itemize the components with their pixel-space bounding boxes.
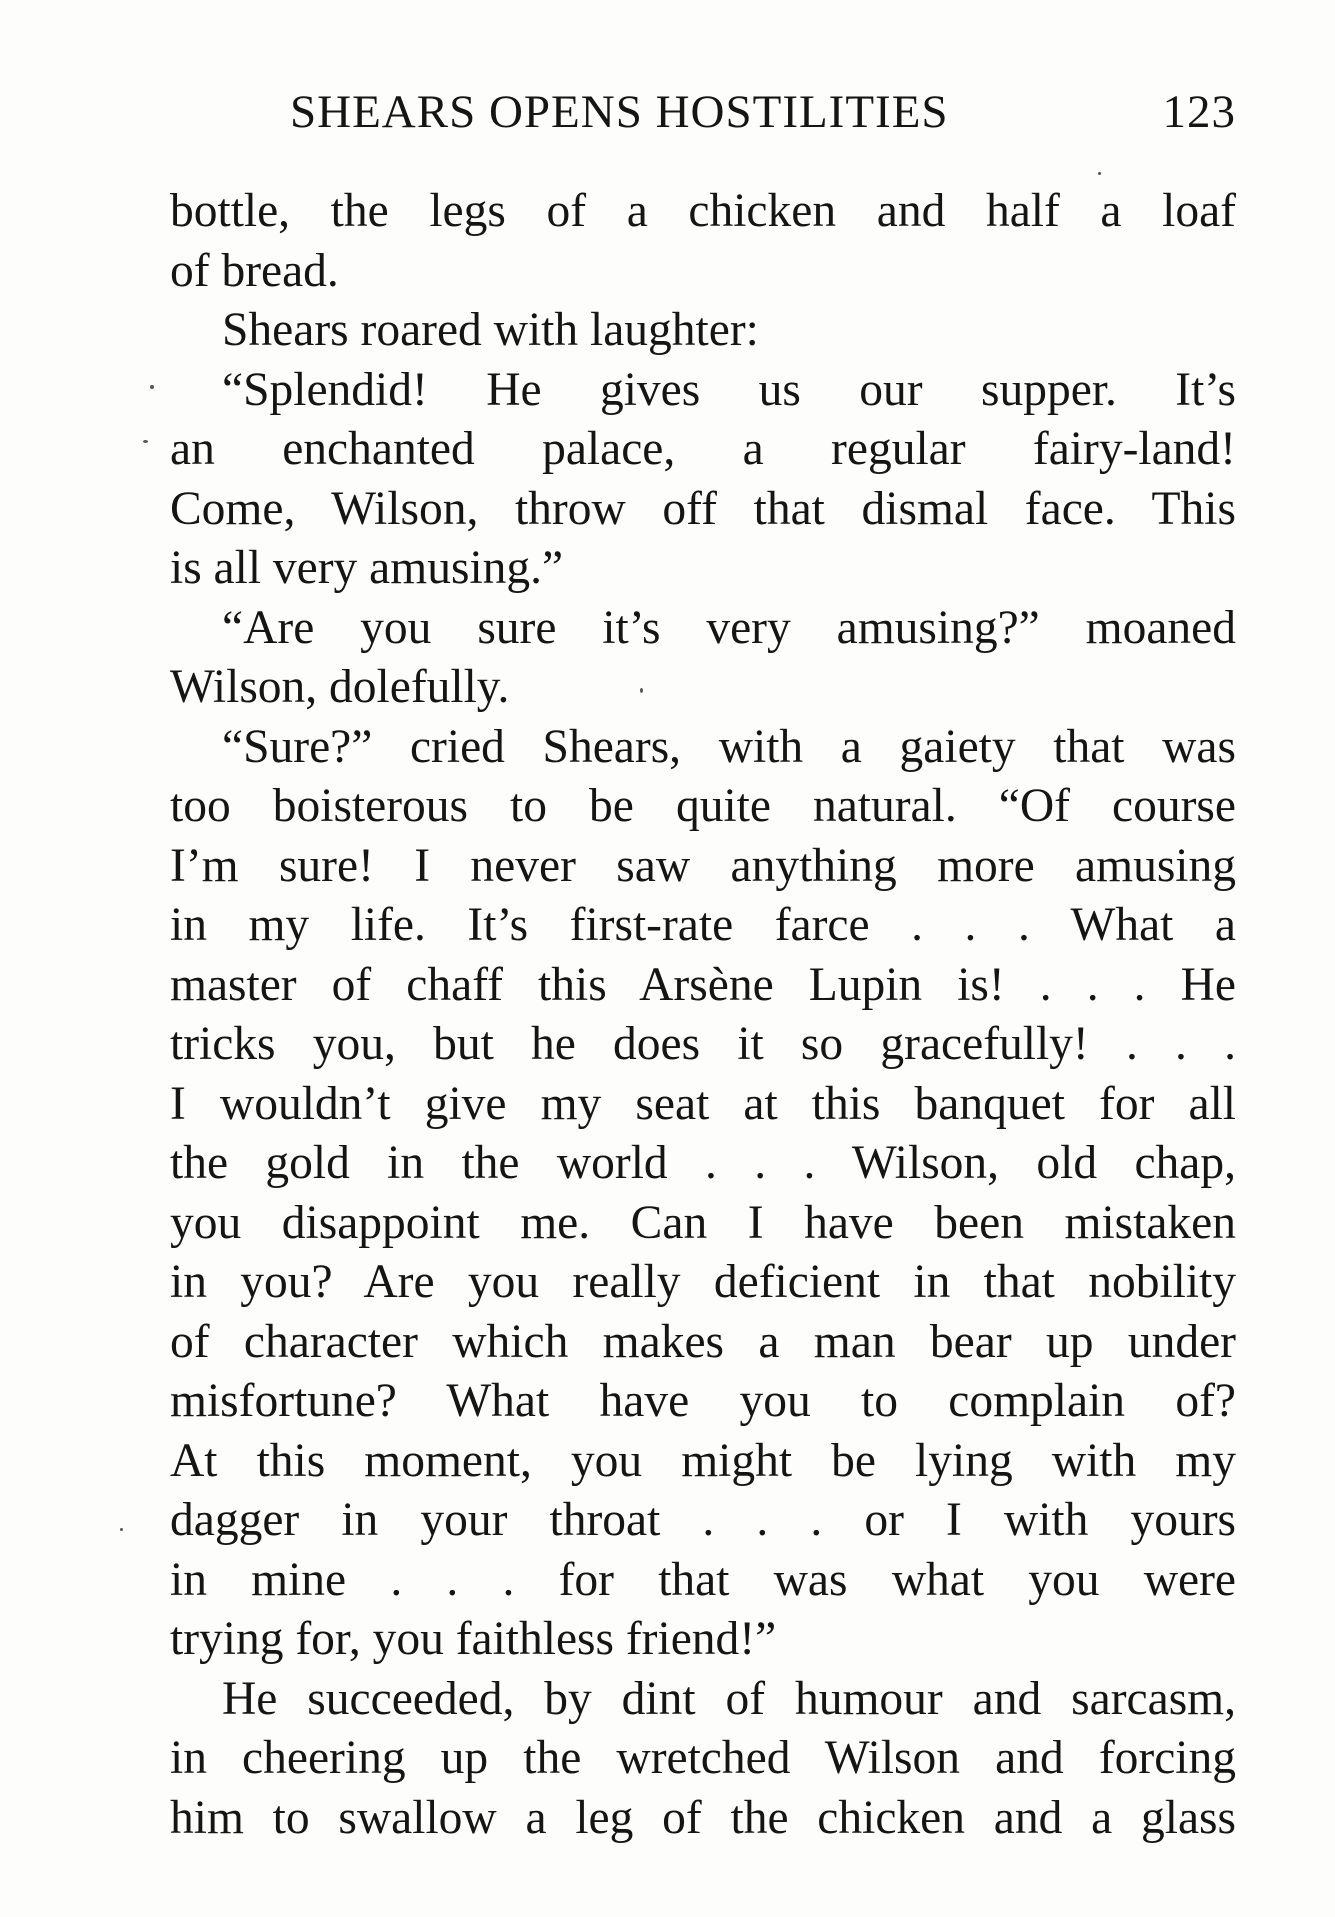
- text-line: trying for, you faithless friend!”: [170, 1613, 777, 1665]
- text-line: “Are you sure it’s very amusing?” moaned: [222, 601, 1236, 654]
- text-line: bottle, the legs of a chicken and half a loaf: [170, 185, 1236, 237]
- text-line: tricks you, but he does it so gracefully! . . .: [170, 1018, 1236, 1070]
- body-text: [170, 182, 1236, 1848]
- text-line: an enchanted palace, a regular fairy-land!: [170, 423, 1236, 475]
- text-line: of bread.: [170, 244, 339, 297]
- text-line: Come, Wilson, throw off that dismal face. This: [170, 482, 1236, 535]
- text-line: in cheering up the wretched Wilson and forcing: [170, 1732, 1236, 1784]
- text-line: I wouldn’t give my seat at this banquet for all: [170, 1077, 1236, 1130]
- scan-speck: [150, 385, 154, 389]
- scan-speck: [143, 440, 148, 443]
- text-line: Wilson, dolefully.: [170, 661, 510, 713]
- text-line: “Splendid! He gives us our supper. It’s: [222, 363, 1236, 416]
- text-line: the gold in the world . . . Wilson, old chap,: [170, 1137, 1236, 1189]
- scan-speck: [640, 688, 643, 693]
- scan-speck: [120, 1528, 123, 1531]
- text-line: “Sure?” cried Shears, with a gaiety that was: [222, 720, 1236, 773]
- text-line: He succeeded, by dint of humour and sarcasm,: [222, 1672, 1236, 1725]
- text-line: too boisterous to be quite natural. “Of course: [170, 780, 1236, 832]
- text-line: I’m sure! I never saw anything more amusing: [170, 839, 1236, 892]
- text-line: Shears roared with laughter:: [222, 304, 759, 356]
- running-title: SHEARS OPENS HOSTILITIES: [290, 86, 949, 138]
- text-line: in you? Are you really deficient in that nobility: [170, 1256, 1236, 1308]
- text-line: misfortune? What have you to complain of?: [170, 1375, 1236, 1427]
- page-number: 123: [1162, 86, 1236, 138]
- text-line: is all very amusing.”: [170, 542, 564, 594]
- text-line: in my life. It’s first-rate farce . . . What a: [170, 899, 1236, 951]
- text-line: master of chaff this Arsène Lupin is! . . . He: [170, 958, 1236, 1011]
- text-line: At this moment, you might be lying with my: [170, 1434, 1236, 1487]
- scan-speck: [1098, 172, 1101, 175]
- text-line: you disappoint me. Can I have been mistaken: [170, 1196, 1236, 1249]
- page-header: [290, 82, 1236, 142]
- text-line: of character which makes a man bear up under: [170, 1315, 1236, 1368]
- text-line: dagger in your throat . . . or I with yours: [170, 1494, 1236, 1546]
- text-line: him to swallow a leg of the chicken and a glass: [170, 1791, 1236, 1844]
- text-line: in mine . . . for that was what you were: [170, 1553, 1236, 1606]
